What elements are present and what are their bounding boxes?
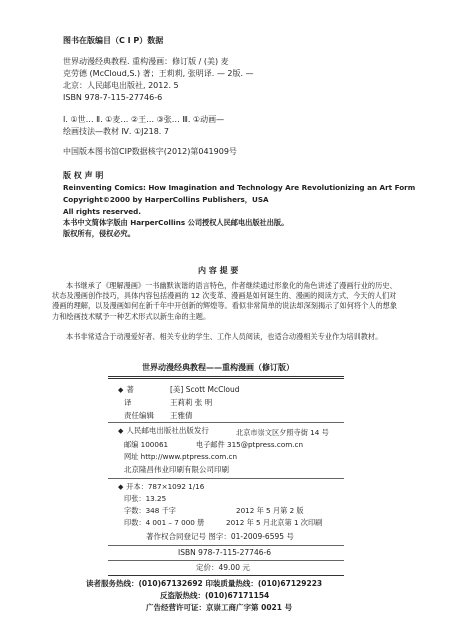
words: 字数：348 千字 <box>124 506 176 515</box>
hotline-antipiracy: 反盗版热线：(010)67171154 <box>160 591 270 600</box>
isbn: ISBN 978-7-115-27746-6 <box>178 548 271 557</box>
author-row <box>118 385 134 395</box>
translator-value: 王莉莉 张 明 <box>170 398 213 407</box>
address: 北京市崇文区夕照寺街 14 号 <box>236 428 329 437</box>
edition: 2012 年 5 月第 2 版 <box>236 506 304 515</box>
print-count: 印数：4 001 – 7 000 册 <box>124 518 205 527</box>
email: 电子邮件 315@ptpress.com.cn <box>196 440 304 449</box>
cip-classification-1: Ⅰ. ①世… Ⅱ. ①麦… ②王… ③张… Ⅲ. ①动画— <box>63 115 225 124</box>
cip-line-2: 克劳德 (McCloud,S.) 著；王莉莉, 张明译. — 2版. — <box>63 69 254 78</box>
postcode: 邮编 100061 <box>124 440 169 449</box>
sheets: 印张：13.25 <box>124 494 167 503</box>
publisher: 人民邮电出版社出版发行 <box>126 426 209 435</box>
summary-heading: 内 容 提 要 <box>198 266 239 275</box>
copyright-title-en: Reinventing Comics: How Imagination and Technology Are Revolutionizing an Art Form <box>63 183 416 192</box>
colophon-divider-3 <box>108 545 344 546</box>
copyright-cn-license: 本书中文简体字版由 HarperCollins 公司授权人民邮电出版社出版。 <box>63 218 289 227</box>
summary-paragraph-1: 本书继承了《理解漫画》一书幽默诙谐的语言特色，作者继续通过形象化的角色讲述了漫画行业的历史、状态及漫画创作技巧，具体内容包括漫画的 12 次变革、漫画是如何诞生的、漫画的阅读方式、今天的人们对漫画的理解，以及漫画如何在新千年中开创新的辉煌等。看似非常简单的说法却深刻揭示了如何将个人的想象力和绘画技术赋予一种艺术形式以新生命的主题。 <box>52 281 398 321</box>
cip-line-1: 世界动漫经典教程. 重构漫画：修订版 / (美) 麦 <box>63 57 229 66</box>
colophon-divider-2 <box>108 478 344 479</box>
website: 网址 http://www.ptpress.com.cn <box>124 452 238 461</box>
cip-classification-2: 绘画技法—教材 Ⅳ. ①J218. 7 <box>63 127 169 136</box>
bullet-icon: ◆ <box>118 386 124 394</box>
format: 开本：787×1092 1/16 <box>126 482 205 491</box>
cip-record: 中国版本图书馆CIP数据核字(2012)第041909号 <box>63 147 237 156</box>
author-value: [美] Scott McCloud <box>170 385 240 394</box>
contract: 著作权合同登记号 图字：01-2009-6595 号 <box>146 532 294 541</box>
colophon-divider-4 <box>108 560 344 561</box>
copyright-line: Copyright©2000 by HarperCollins Publishers，USA <box>63 195 269 204</box>
colophon-divider-1 <box>108 422 344 423</box>
cip-line-3: 北京：人民邮电出版社, 2012. 5 <box>63 81 179 90</box>
editor-value: 王雅倩 <box>170 411 193 420</box>
cip-header: 图书在版编目（C I P）数据 <box>63 36 164 45</box>
colophon-bottom-rule <box>108 575 344 576</box>
publisher-row <box>118 426 209 436</box>
copyright-rights: All rights reserved. <box>63 207 142 216</box>
cip-line-4: ISBN 978-7-115-27746-6 <box>63 93 163 102</box>
translator-label: 译 <box>124 398 132 407</box>
print-date: 2012 年 5 月北京第 1 次印刷 <box>226 518 323 527</box>
bullet-icon: ◆ <box>118 483 124 491</box>
bullet-icon: ◆ <box>118 427 124 435</box>
copyright-heading: 版 权 声 明 <box>63 171 104 180</box>
printer: 北京隆昌伟业印刷有限公司印刷 <box>124 465 229 474</box>
summary-paragraph-2: 本书非常适合于动漫爱好者、相关专业的学生、工作人员阅读，也适合动漫相关专业作为培训教材。 <box>66 332 383 341</box>
colophon-top-rule-2 <box>108 378 344 379</box>
editor-label: 责任编辑 <box>124 411 154 420</box>
colophon-title: 世界动漫经典教程——重构漫画（修订版） <box>142 363 294 372</box>
colophon-top-rule <box>108 376 344 377</box>
price: 定价：49.00 元 <box>196 563 250 572</box>
ad-license: 广告经营许可证：京崇工商广字第 0021 号 <box>146 603 293 612</box>
copyright-piracy: 版权所有，侵权必究。 <box>63 229 135 238</box>
hotline-service: 读者服务热线：(010)67132692 印装质量热线：(010)67129223 <box>86 579 323 588</box>
author-label: 著 <box>126 385 134 394</box>
format-row <box>118 482 204 492</box>
